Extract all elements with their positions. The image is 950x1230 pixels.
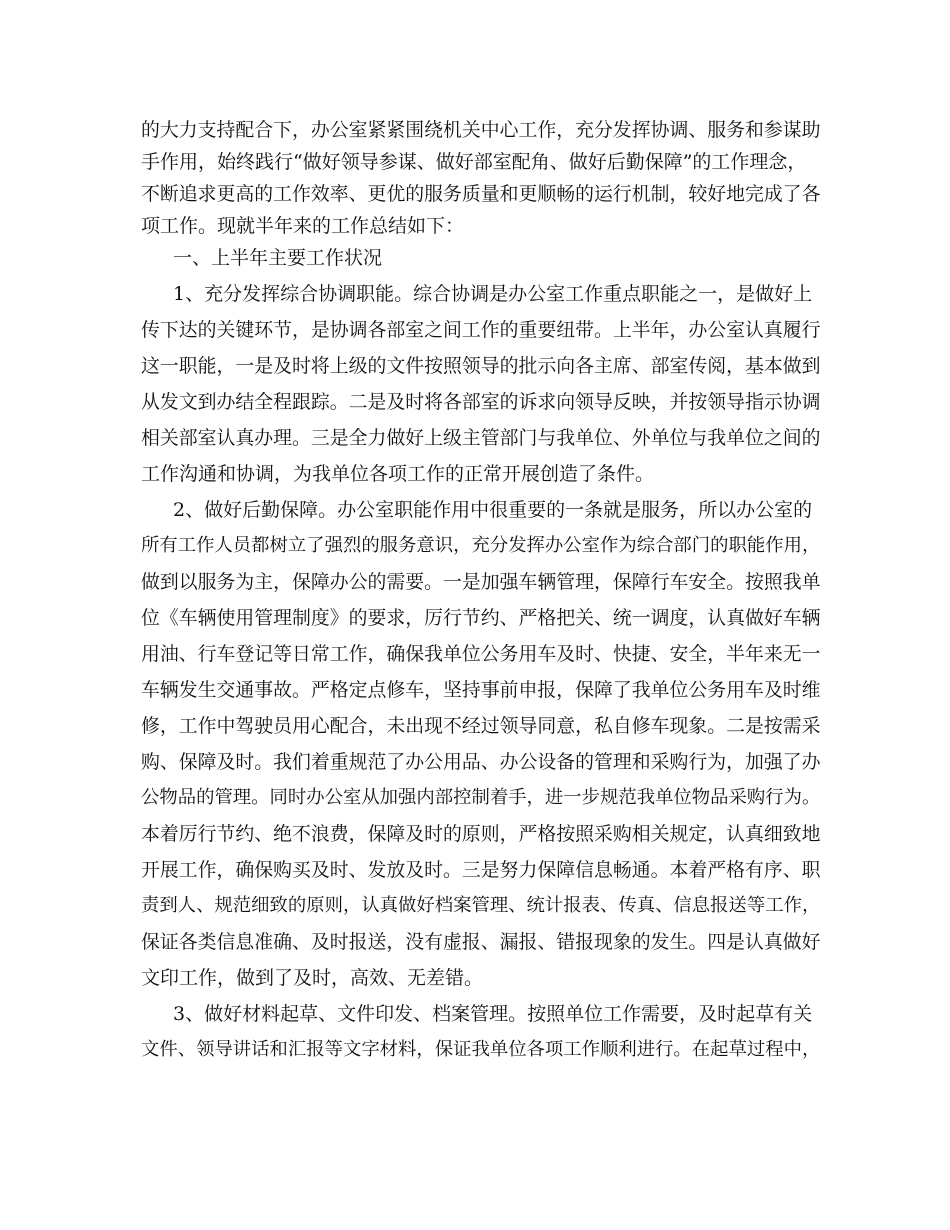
paragraph-line: 用油、行车登记等日常工作，确保我单位公务用车及时、快捷、安全，半年来无一: [141, 643, 821, 665]
paragraph-line: 保证各类信息准确、及时报送，没有虚报、漏报、错报现象的发生。四是认真做好: [141, 931, 821, 953]
paragraph-line: 2、做好后勤保障。办公室职能作用中很重要的一条就是服务，所以办公室的: [173, 499, 813, 521]
paragraph-line: 车辆发生交通事故。严格定点修车，坚持事前申报，保障了我单位公务用车及时维: [141, 679, 821, 701]
paragraph-line: 不断追求更高的工作效率、更优的服务质量和更顺畅的运行机制，较好地完成了各: [141, 183, 821, 205]
paragraph-line: 项工作。现就半年来的工作总结如下：: [141, 215, 465, 237]
paragraph-line: 3、做好材料起草、文件印发、档案管理。按照单位工作需要，及时起草有关: [173, 1003, 813, 1025]
paragraph-line: 手作用，始终践行“做好领导参谋、做好部室配角、做好后勤保障”的工作理念，: [141, 151, 807, 173]
paragraph-line: 做到以服务为主，保障办公的需要。一是加强车辆管理，保障行车安全。按照我单: [141, 571, 821, 593]
paragraph-line: 购、保障及时。我们着重规范了办公用品、办公设备的管理和采购行为，加强了办: [141, 751, 821, 773]
paragraph-line: 责到人、规范细致的原则，认真做好档案管理、统计报表、传真、信息报送等工作，: [141, 895, 821, 916]
paragraph-line: 修，工作中驾驶员用心配合，未出现不经过领导同意，私自修车现象。二是按需采: [141, 715, 821, 737]
document-body: [141, 114, 821, 1066]
paragraph-line: 这一职能，一是及时将上级的文件按照领导的批示向各主席、部室传阅，基本做到: [141, 355, 821, 377]
paragraph-line: 相关部室认真办理。三是全力做好上级主管部门与我单位、外单位与我单位之间的: [141, 427, 821, 449]
paragraph-line: 工作沟通和协调，为我单位各项工作的正常开展创造了条件。: [141, 463, 655, 485]
paragraph-line: 文件、领导讲话和汇报等文字材料，保证我单位各项工作顺利进行。在起草过程中，: [141, 1039, 821, 1060]
paragraph-line: 公物品的管理。同时办公室从加强内部控制着手，进一步规范我单位物品采购行为。: [141, 787, 821, 808]
paragraph-line: 所有工作人员都树立了强烈的服务意识，充分发挥办公室作为综合部门的职能作用，: [141, 535, 821, 556]
paragraph-line: 位《车辆使用管理制度》的要求，厉行节约、严格把关、统一调度，认真做好车辆: [141, 607, 821, 629]
paragraph-line: 开展工作，确保购买及时、发放及时。三是努力保障信息畅通。本着严格有序、职: [141, 859, 821, 881]
paragraph-line: 从发文到办结全程跟踪。二是及时将各部室的诉求向领导反映，并按领导指示协调: [141, 391, 821, 413]
paragraph-line: 传下达的关键环节，是协调各部室之间工作的重要纽带。上半年，办公室认真履行: [141, 319, 821, 341]
paragraph-line: 本着厉行节约、绝不浪费，保障及时的原则，严格按照采购相关规定，认真细致地: [141, 823, 821, 845]
paragraph-line: 1、充分发挥综合协调职能。综合协调是办公室工作重点职能之一，是做好上: [173, 283, 813, 305]
paragraph-line: 的大力支持配合下，办公室紧紧围绕机关中心工作，充分发挥协调、服务和参谋助: [141, 119, 821, 141]
paragraph-line: 文印工作，做到了及时，高效、无差错。: [141, 967, 484, 989]
section-heading: 一、上半年主要工作状况: [173, 247, 383, 269]
